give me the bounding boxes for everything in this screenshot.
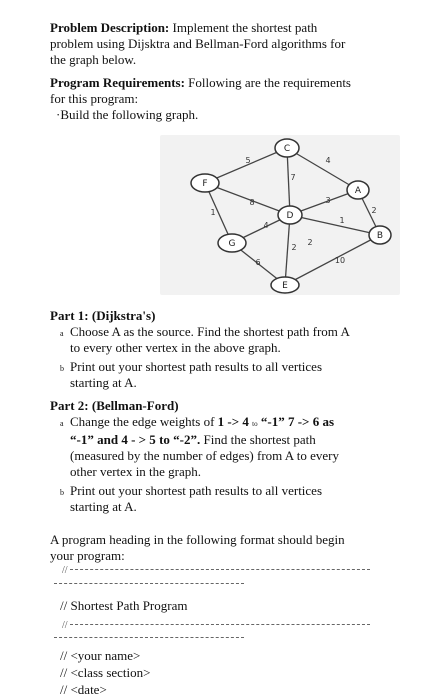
heading-rule-1b <box>54 583 244 584</box>
node-label-d: D <box>286 211 294 221</box>
part2-and: and <box>97 432 119 447</box>
problem-text-3: the graph below. <box>50 52 137 67</box>
edge-weight: 6 <box>255 258 261 267</box>
part2-to-1: to <box>252 420 258 428</box>
program-heading-instructions <box>50 532 380 564</box>
heading-rule-2b <box>54 637 244 638</box>
part2-a-rest: Find the shortest path <box>203 432 316 447</box>
graph-drawing <box>160 135 400 295</box>
heading-name-line: // <your name> <box>60 648 141 663</box>
heading-title-line: // Shortest Path Program <box>60 598 188 613</box>
program-requirements <box>50 75 380 123</box>
heading-slashes-1: // <box>62 565 68 576</box>
heading-class-line: // <class section> <box>60 665 151 680</box>
heading-rule-2a <box>70 624 370 625</box>
part2-b-line-2: starting at A. <box>70 499 137 514</box>
edge-weight: 4 <box>325 156 331 165</box>
graph-photo <box>160 135 400 295</box>
node-label-b: B <box>376 231 384 241</box>
edge-weight: 2 <box>307 238 313 247</box>
part2-a-line-4: other vertex in the graph. <box>70 464 202 479</box>
problem-description <box>50 20 380 68</box>
edge-b-d <box>290 215 380 235</box>
part1-b-line-1: Print out your shortest path results to all vertices <box>70 359 323 374</box>
heading-text-1: A program heading in the following format should begin <box>50 532 345 547</box>
heading-slashes-2: // <box>62 620 68 631</box>
edge-d-e <box>285 215 290 285</box>
requirements-bullet: ·Build the following graph. <box>56 107 199 122</box>
part1-marker-a: a <box>60 329 64 338</box>
edge-weight: 4 <box>263 221 269 230</box>
part2-a-line-3: (measured by the number of edges) from A to every <box>70 448 339 463</box>
edge-b-e <box>285 235 380 285</box>
node-label-e: E <box>282 281 288 291</box>
node-label-f: F <box>202 179 208 189</box>
edge-weight: 5 <box>245 156 251 165</box>
part1-b-line-2: starting at A. <box>70 375 137 390</box>
part2-val-1: “-1” <box>260 414 285 429</box>
heading-rule-1a <box>70 569 370 570</box>
part2-marker-a: a <box>60 419 64 428</box>
node-label-a: A <box>354 186 362 196</box>
part1-a-line-2: to every other vertex in the above graph. <box>70 340 281 355</box>
part-1 <box>50 308 380 391</box>
part2-val-2: “-1” <box>70 432 94 447</box>
requirements-text-2: for this program: <box>50 91 139 106</box>
part1-title: Part 1: (Dijkstra's) <box>50 308 156 323</box>
requirements-text-1: Following are the requirements <box>188 75 351 90</box>
node-label-g: G <box>228 239 236 249</box>
part2-val-3: “-2”. <box>173 432 201 447</box>
part1-marker-b: b <box>60 364 64 373</box>
part2-edge-2: 7 -> 6 as <box>287 414 334 429</box>
edge-weight: 2 <box>291 243 297 252</box>
edge-weight: 1 <box>339 216 345 225</box>
edge-weight: 10 <box>334 256 346 265</box>
edge-weight: 2 <box>371 206 377 215</box>
edge-weight: 8 <box>249 198 255 207</box>
part2-edge-3: 4 - > 5 <box>121 432 156 447</box>
part-2 <box>50 398 380 515</box>
part2-title: Part 2: (Bellman-Ford) <box>50 398 179 413</box>
problem-label: Problem Description: <box>50 20 170 35</box>
problem-text-1: Implement the shortest path <box>172 20 318 35</box>
edge-weight: 1 <box>210 208 216 217</box>
edge-weight: 7 <box>290 173 296 182</box>
part2-edge-1: 1 -> 4 <box>217 414 249 429</box>
problem-text-2: problem using Dijsktra and Bellman-Ford algorithms for <box>50 36 346 51</box>
heading-text-2: your program: <box>50 548 125 563</box>
part2-a-pre: Change the edge weights of <box>70 414 218 429</box>
requirements-label: Program Requirements: <box>50 75 185 90</box>
part2-to-2: to <box>159 432 170 447</box>
part1-a-line-1: Choose A as the source. Find the shortest path from A <box>70 324 350 339</box>
edge-c-a <box>287 148 358 190</box>
node-label-c: C <box>283 144 291 154</box>
heading-date-line: // <date> <box>60 682 107 697</box>
part2-b-line-1: Print out your shortest path results to all vertices <box>70 483 323 498</box>
part2-marker-b: b <box>60 488 64 497</box>
edge-weight: 3 <box>325 196 331 205</box>
